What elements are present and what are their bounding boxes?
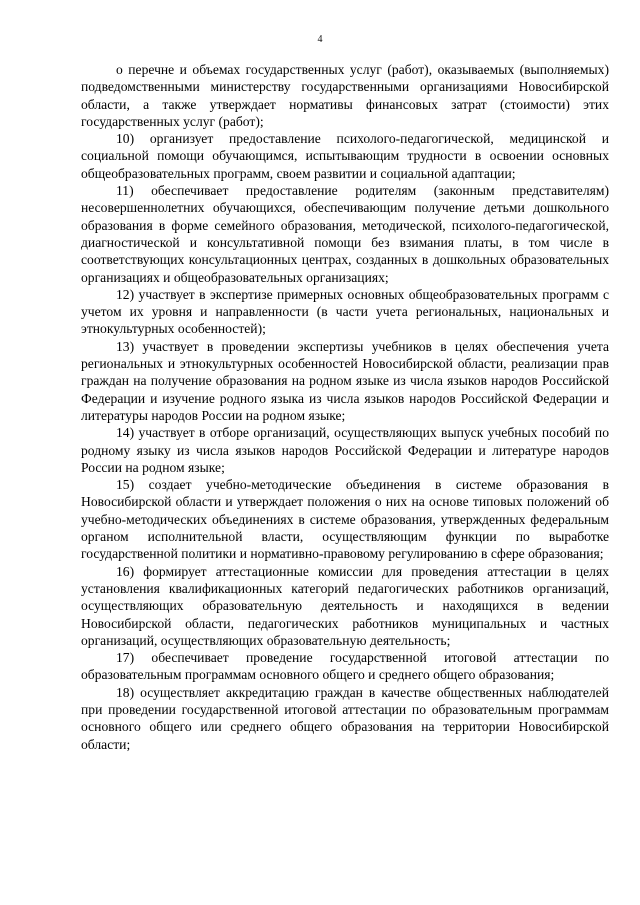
paragraph-item-11: 11) обеспечивает предоставление родителям (законным представителям) несовершеннолетних обучающихся, обеспечивающим получение детьми дошкольного образования в форме семейного образования, методической, психолого-педагогической, диагностической и консультативной помощи без взимания платы, в том числе в соответствующих консультационных центрах, созданных в дошкольных образовательных организациях и общеобразовательных организациях; xyxy=(81,183,609,285)
paragraph-item-18: 18) осуществляет аккредитацию граждан в качестве общественных наблюдателей при проведении государственной итоговой аттестации по образовательным программам основного общего или среднего общего образования на территории Новосибирской области; xyxy=(81,684,609,752)
paragraph-item-17: 17) обеспечивает проведение государственной итоговой аттестации по образовательным программам основного общего и среднего общего образования; xyxy=(81,650,609,683)
page-number: 4 xyxy=(317,34,323,45)
paragraph-item-13: 13) участвует в проведении экспертизы учебников в целях обеспечения учета региональных и этнокультурных особенностей Новосибирской области, реализации прав граждан на получение образования на родном языке из числа языков народов Российской Федерации и изучение родного языка из числа языков народов Российской Федерации и литературы народов России на родном языке; xyxy=(81,338,609,423)
document-body xyxy=(81,61,609,753)
paragraph-item-12: 12) участвует в экспертизе примерных основных общеобразовательных программ с учетом их уровня и направленности (в части учета региональных, национальных и этнокультурных особенностей); xyxy=(81,286,609,337)
paragraph-item-10: 10) организует предоставление психолого-педагогической, медицинской и социальной помощи обучающимся, испытывающим трудности в освоении основных общеобразовательных программ, своем развитии и социальной адаптации; xyxy=(81,131,609,181)
paragraph-item-16: 16) формирует аттестационные комиссии для проведения аттестации в целях установления квалификационных категорий педагогических работников организаций, осуществляющих образовательную деятельность и находящихся в ведении Новосибирской области, педагогических работников муниципальных и частных организаций, осуществляющих образовательную деятельность; xyxy=(81,563,609,648)
paragraph-item-9-continuation: о перечне и объемах государственных услуг (работ), оказываемых (выполняемых) подведомственными министерству государственными организациями Новосибирской области, а также утверждает нормативы финансовых затрат (стоимости) этих государственных услуг (работ); xyxy=(81,62,609,129)
paragraph-item-15: 15) создает учебно-методические объединения в системе образования в Новосибирской области и утверждает положения о них на основе типовых положений об учебно-методических объединениях в системе образования, утвержденных федеральным органом исполнительной власти, осуществляющим функции по выработке государственной политики и нормативно-правовому регулированию в сфере образования; xyxy=(81,477,609,562)
paragraph-item-14: 14) участвует в отборе организаций, осуществляющих выпуск учебных пособий по родному языку из числа языков народов Российской Федерации и литературе народов России на родном языке; xyxy=(81,425,609,475)
